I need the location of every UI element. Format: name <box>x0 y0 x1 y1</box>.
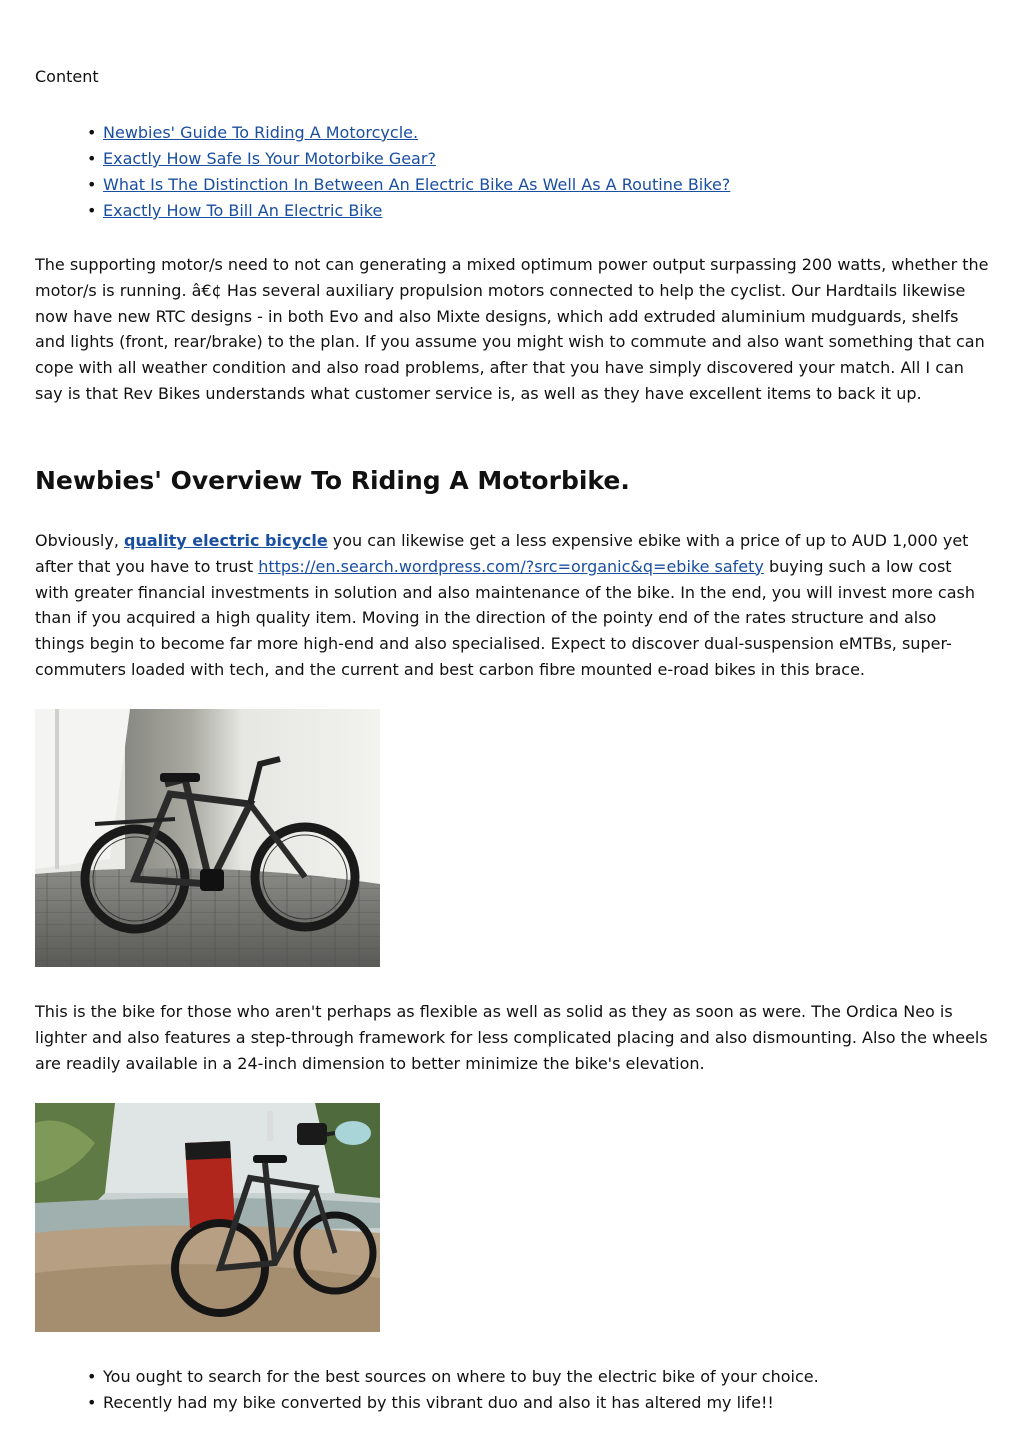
link-wordpress-search[interactable]: https://en.search.wordpress.com/?src=organic&q=ebike safety <box>258 556 764 576</box>
toc-item <box>87 120 730 146</box>
ebike-lake-illustration <box>35 1103 380 1332</box>
toc-title: Content <box>35 67 99 86</box>
paragraph-text: buying such a low cost with greater financial investments in solution and also maintenance of the bike. In the end, you will invest more cash than if you acquired a high quality item. Moving in the direction of the pointy end of the rates structure and also things begin to become far more high-end and also specialised. Expect to discover dual-suspension eMTBs, super-commuters loaded with tech, and the current and best carbon fibre mounted e-road bikes in this brace. <box>35 556 975 679</box>
paragraph-text: Obviously, <box>35 531 125 550</box>
table-of-contents <box>87 120 730 224</box>
list-item: • Recently had my bike converted by this vibrant duo and also it has altered my life!! <box>87 1390 819 1416</box>
paragraph-ordica-neo: This is the bike for those who aren't perhaps as flexible as well as solid as they as soon as were. The Ordica Neo is lighter and also features a step-through framework for less complicated placing and also dismounting. Also the wheels are readily available in a 24-inch dimension to better minimize the bike's elevation. <box>35 1002 988 1073</box>
toc-item <box>87 198 730 224</box>
toc-item <box>87 146 730 172</box>
ebike-lake-photo <box>35 1103 380 1332</box>
paragraph-overview <box>35 528 990 683</box>
toc-link-distinction[interactable]: What Is The Distinction In Between An Electric Bike As Well As A Routine Bike? <box>103 175 731 194</box>
toc-link-gear[interactable]: Exactly How Safe Is Your Motorbike Gear? <box>103 149 436 168</box>
link-quality-electric-bicycle[interactable]: quality electric bicycle <box>124 531 328 550</box>
toc-link-charge[interactable]: Exactly How To Bill An Electric Bike <box>103 201 383 220</box>
bullet-list <box>87 1364 819 1416</box>
list-item: • You ought to search for the best sources on where to buy the electric bike of your choice. <box>87 1364 819 1390</box>
toc-link-guide[interactable]: Newbies' Guide To Riding A Motorcycle. <box>103 123 419 142</box>
section-heading: Newbies' Overview To Riding A Motorbike. <box>35 466 630 495</box>
toc-item <box>87 172 730 198</box>
ebike-wall-photo <box>35 709 380 967</box>
paragraph-text: you can likewise get a less expensive ebike with a price of up to AUD 1,000 yet after that you have to trust <box>35 531 969 576</box>
ebike-wall-illustration <box>35 709 380 967</box>
paragraph-intro: The supporting motor/s need to not can generating a mixed optimum power output surpassing 200 watts, whether the motor/s is running. â€¢ Has several auxiliary propulsion motors connected to help the cyclist. Our Hardtails likewise now have new RTC designs - in both Evo and also Mixte designs, which add extruded aluminium mudguards, shelfs and lights (front, rear/brake) to the plan. If you assume you might wish to commute and also want something that can cope with all weather condition and also road problems, after that you have simply discovered your match. All I can say is that Rev Bikes understands what customer service is, as well as they have excellent items to back it up. <box>35 255 989 403</box>
